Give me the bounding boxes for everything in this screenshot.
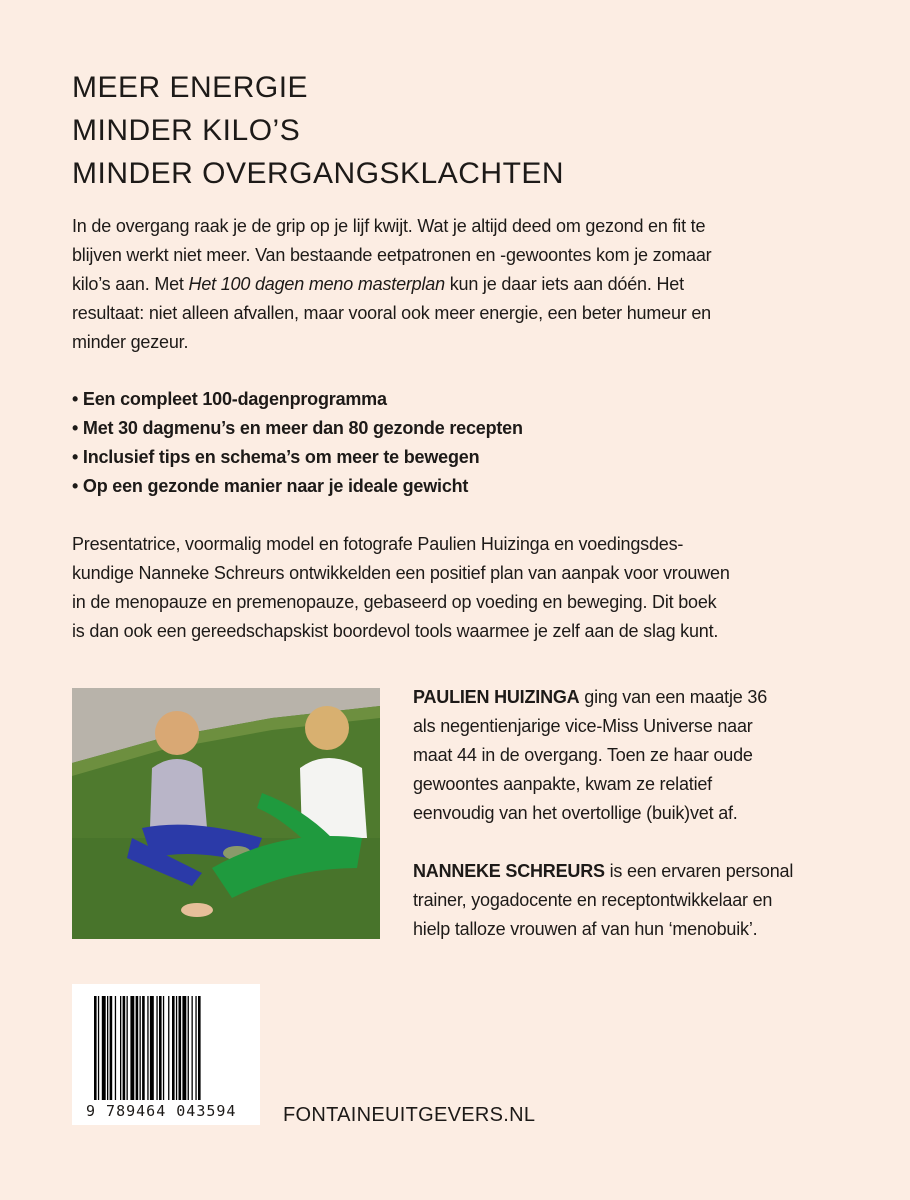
author-name: NANNEKE SCHREURS	[413, 861, 605, 881]
bio-line	[413, 857, 793, 886]
heading-line: MEER ENERGIE	[72, 71, 309, 104]
bio-line: gewoontes aanpakte, kwam ze relatief	[413, 774, 712, 794]
heading-line: MINDER KILO’S	[72, 114, 301, 147]
bio-nanneke	[413, 857, 793, 944]
barcode-bar	[142, 996, 145, 1100]
intro-line: In de overgang raak je de grip op je lijf kwijt. Wat je altijd deed om gezond en fit te	[72, 216, 706, 236]
intro-text: kun je daar iets aan dóén. Het	[444, 274, 684, 294]
feature-list	[72, 385, 523, 501]
intro-text: kilo’s aan. Met	[72, 274, 189, 294]
feature-item: • Inclusief tips en schema’s om meer te bewegen	[72, 447, 480, 467]
barcode-bar	[120, 996, 121, 1100]
isbn-number: 9 789464 043594	[86, 1102, 237, 1120]
bio-line: als negentienjarige vice-Miss Universe naar	[413, 716, 753, 736]
intro-line: blijven werkt niet meer. Van bestaande eetpatronen en -gewoontes kom je zomaar	[72, 245, 712, 265]
barcode-bar	[140, 996, 141, 1100]
barcode-bar	[130, 996, 134, 1100]
publisher-url: FONTAINEUITGEVERS.NL	[283, 1104, 536, 1126]
authors-line: is dan ook een gereedschapskist boordevol tools waarmee je zelf aan de slag kunt.	[72, 621, 719, 641]
barcode-bar	[179, 996, 182, 1100]
bio-line: maat 44 in de overgang. Toen ze haar oude	[413, 745, 753, 765]
isbn-barcode	[72, 984, 260, 1125]
feature-item: • Op een gezonde manier naar je ideale gewicht	[72, 476, 469, 496]
bio-line: hielp talloze vrouwen af van hun ‘menobuik’.	[413, 919, 758, 939]
barcode-bar	[156, 996, 157, 1100]
barcode-bar	[115, 996, 116, 1100]
intro-line: minder gezeur.	[72, 332, 189, 352]
author-name: PAULIEN HUIZINGA	[413, 687, 580, 707]
barcode-bar	[123, 996, 126, 1100]
intro-line	[72, 270, 711, 299]
authors-paragraph	[72, 530, 730, 646]
bio-text: is een ervaren personal	[604, 861, 794, 881]
barcode-bar	[136, 996, 139, 1100]
authors-line: in de menopauze en premenopauze, gebaseerd op voeding en beweging. Dit boek	[72, 592, 717, 612]
barcode-bar	[98, 996, 99, 1100]
bio-line: trainer, yogadocente en receptontwikkelaar en	[413, 890, 773, 910]
barcode-bar	[163, 996, 164, 1100]
authors-photo	[72, 688, 380, 939]
barcode-bar	[127, 996, 128, 1100]
barcode-bar	[110, 996, 113, 1100]
intro-paragraph	[72, 212, 711, 357]
cover-heading	[72, 66, 564, 195]
barcode-bar	[195, 996, 196, 1100]
intro-line: resultaat: niet alleen afvallen, maar vooral ook meer energie, een beter humeur en	[72, 303, 711, 323]
barcode-bar	[159, 996, 162, 1100]
book-title: Het 100 dagen meno masterplan	[188, 274, 445, 294]
bio-text: ging van een maatje 36	[579, 687, 768, 707]
barcode-bar	[198, 996, 201, 1100]
barcode-bar	[147, 996, 148, 1100]
authors-line: Presentatrice, voormalig model en fotografe Paulien Huizinga en voedingsdes-	[72, 534, 684, 554]
barcode-bar	[168, 996, 169, 1100]
authors-line: kundige Nanneke Schreurs ontwikkelden een positief plan van aanpak voor vrouwen	[72, 563, 730, 583]
barcode-bar	[107, 996, 108, 1100]
bio-paulien	[413, 683, 767, 828]
barcode-bar	[188, 996, 189, 1100]
heading-line: MINDER OVERGANGSKLACHTEN	[72, 157, 565, 190]
barcode-bar	[182, 996, 186, 1100]
bio-line	[413, 683, 767, 712]
barcode-bar	[102, 996, 106, 1100]
barcode-bar	[150, 996, 154, 1100]
barcode-bar	[192, 996, 193, 1100]
bio-line: eenvoudig van het overtollige (buik)vet af.	[413, 803, 738, 823]
feature-item: • Een compleet 100-dagenprogramma	[72, 389, 387, 409]
barcode-bar	[94, 996, 97, 1100]
barcode-bar	[172, 996, 175, 1100]
feature-item: • Met 30 dagmenu’s en meer dan 80 gezonde recepten	[72, 418, 523, 438]
barcode-bar	[176, 996, 177, 1100]
